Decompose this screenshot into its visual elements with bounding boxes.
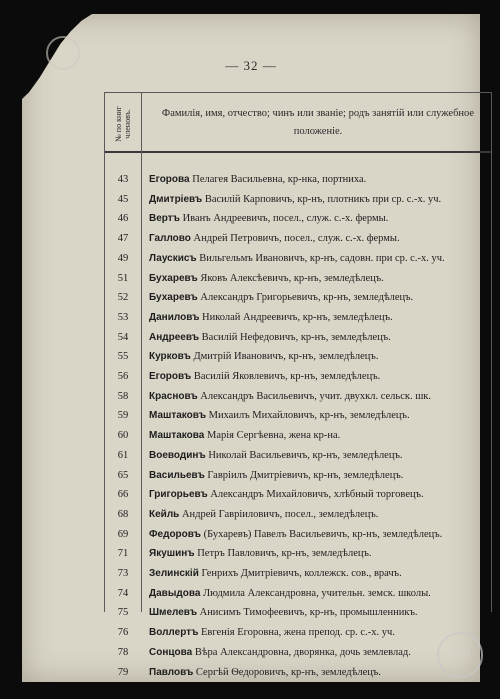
row-surname: Якушинъ bbox=[149, 548, 195, 560]
row-surname: Красновъ bbox=[149, 390, 198, 402]
row-details bbox=[149, 387, 485, 407]
row-description: Дмитрій Ивановичъ, кр-нъ, земледѣлецъ. bbox=[193, 351, 379, 363]
row-surname: Маштакова bbox=[149, 430, 205, 442]
row-description: Александръ Григорьевичъ, кр-нъ, земледѣлецъ. bbox=[200, 292, 414, 304]
row-number: 54 bbox=[117, 331, 129, 343]
row-details bbox=[149, 269, 485, 289]
row-description: Анисимъ Тимофеевичъ, кр-нъ, промышленникъ. bbox=[199, 607, 418, 619]
row-number: 74 bbox=[117, 587, 129, 599]
row-surname: Васильевъ bbox=[149, 469, 205, 481]
row-surname: Зелинскій bbox=[149, 568, 199, 579]
row-surname: Дмитріевъ bbox=[149, 193, 203, 205]
row-details bbox=[149, 663, 485, 683]
row-surname: Сонцова bbox=[149, 646, 193, 658]
table-row bbox=[105, 249, 491, 269]
row-description: Василій Нефедовичъ, кр-нъ, земледѣлецъ. bbox=[201, 331, 391, 343]
row-number: 73 bbox=[117, 568, 129, 579]
table-row bbox=[105, 209, 491, 229]
row-surname: Андреевъ bbox=[149, 331, 200, 343]
row-details bbox=[149, 466, 485, 486]
row-details bbox=[149, 623, 485, 643]
table-row bbox=[105, 544, 491, 564]
row-details bbox=[149, 505, 485, 525]
row-description: (Бухаревъ) Павелъ Васильевичъ, кр-нъ, земледѣлецъ. bbox=[203, 528, 443, 540]
row-number: 59 bbox=[117, 410, 129, 422]
table-row bbox=[105, 564, 491, 584]
row-details bbox=[149, 426, 485, 446]
row-description: Вильгельмъ Ивановичъ, кр-нъ, садовн. при ср. с.-х. уч. bbox=[199, 252, 445, 264]
row-surname: Даниловъ bbox=[149, 311, 200, 323]
row-number: 71 bbox=[117, 548, 129, 560]
table-row bbox=[105, 229, 491, 249]
table-row bbox=[105, 190, 491, 210]
row-number: 61 bbox=[117, 449, 129, 461]
row-description: Пелагея Васильевна, кр-нка, портниха. bbox=[192, 174, 367, 185]
row-description: Андрей Гавріиловичъ, посел., земледѣлецъ. bbox=[181, 508, 379, 520]
row-surname: Воллертъ bbox=[149, 627, 199, 639]
row-details bbox=[149, 209, 485, 229]
row-surname: Егоровъ bbox=[149, 371, 192, 382]
row-details bbox=[149, 544, 485, 564]
row-description: Яковъ Алексѣевичъ, кр-нъ, земледѣлецъ. bbox=[200, 272, 384, 284]
row-number: 76 bbox=[117, 627, 129, 639]
row-number: 75 bbox=[117, 607, 129, 619]
row-number: 78 bbox=[117, 646, 129, 658]
document-page bbox=[22, 14, 480, 682]
row-surname: Егорова bbox=[149, 174, 190, 185]
page-number: — 32 — bbox=[225, 58, 277, 73]
row-description: Николай Андреевичъ, кр-нъ, земледѣлецъ. bbox=[202, 311, 393, 323]
row-surname: Кейль bbox=[149, 508, 180, 520]
row-surname: Павловъ bbox=[149, 666, 194, 678]
row-number: 66 bbox=[117, 489, 129, 501]
row-surname: Маштаковъ bbox=[149, 410, 206, 422]
row-surname: Галлово bbox=[149, 233, 191, 245]
row-details bbox=[149, 603, 485, 623]
row-surname: Бухаревъ bbox=[149, 292, 198, 304]
row-details bbox=[149, 328, 485, 348]
table-row bbox=[105, 328, 491, 348]
table-row bbox=[105, 603, 491, 623]
row-details bbox=[149, 288, 485, 308]
row-surname: Лаускисъ bbox=[149, 252, 197, 264]
row-description: Василій Карповичъ, кр-нъ, плотникъ при ср. с.-х. уч. bbox=[204, 193, 442, 205]
table-row bbox=[105, 623, 491, 643]
row-details bbox=[149, 406, 485, 426]
row-number: 52 bbox=[117, 292, 129, 304]
table-row bbox=[105, 643, 491, 663]
row-description: Николай Васильевичъ, кр-нъ, земледѣлецъ. bbox=[208, 449, 403, 461]
row-surname: Шмелевъ bbox=[149, 607, 197, 619]
table-header bbox=[105, 92, 491, 153]
row-description: Людмила Александровна, учительн. земск. школы. bbox=[203, 587, 431, 599]
row-number: 49 bbox=[117, 252, 129, 264]
row-surname: Вертъ bbox=[149, 213, 180, 225]
row-number: 46 bbox=[117, 213, 129, 225]
row-number: 58 bbox=[117, 390, 129, 402]
table-row bbox=[105, 170, 491, 190]
row-description: Гавріилъ Дмитріевичъ, кр-нъ, земледѣлецъ. bbox=[207, 469, 404, 481]
row-details bbox=[149, 446, 485, 466]
row-number: 45 bbox=[117, 193, 129, 205]
table-row bbox=[105, 505, 491, 525]
row-description: Марія Сергѣевна, жена кр-на. bbox=[207, 430, 341, 442]
row-description: Александръ Васильевичъ, учит. двухкл. сельск. шк. bbox=[200, 390, 432, 402]
table-row bbox=[105, 663, 491, 683]
row-description: Александръ Михайловичъ, хлѣбный торговецъ. bbox=[210, 489, 424, 501]
row-details bbox=[149, 485, 485, 505]
row-number: 60 bbox=[117, 430, 129, 442]
row-description: Евгенія Егоровна, жена препод. ср. с.-х. уч. bbox=[201, 627, 395, 639]
table-row bbox=[105, 426, 491, 446]
table-row bbox=[105, 584, 491, 604]
table-row bbox=[105, 367, 491, 387]
row-number: 79 bbox=[117, 666, 129, 678]
row-details bbox=[149, 308, 485, 328]
table-row bbox=[105, 525, 491, 545]
row-surname: Григорьевъ bbox=[149, 489, 208, 501]
row-number: 51 bbox=[117, 272, 129, 284]
row-surname: Федоровъ bbox=[149, 528, 201, 540]
row-number: 53 bbox=[117, 311, 129, 323]
table-row bbox=[105, 406, 491, 426]
column-header-details: Фамилія, имя, отчество; чинъ или званіе; родъ занятій или служебное положеніе. bbox=[161, 108, 475, 137]
row-details bbox=[149, 249, 485, 269]
row-details bbox=[149, 229, 485, 249]
row-surname: Давыдова bbox=[149, 587, 201, 599]
table-row bbox=[105, 269, 491, 289]
row-description: Андрей Петровичъ, посел., служ. с.-х. фермы. bbox=[193, 233, 400, 245]
row-details bbox=[149, 170, 485, 190]
table-row bbox=[105, 347, 491, 367]
table-row bbox=[105, 308, 491, 328]
row-number: 65 bbox=[117, 469, 129, 481]
row-description: Петръ Павловичъ, кр-нъ, земледѣлецъ. bbox=[197, 548, 372, 560]
table-row bbox=[105, 288, 491, 308]
table-row bbox=[105, 387, 491, 407]
table-row bbox=[105, 485, 491, 505]
row-description: Иванъ Андреевичъ, посел., служ. с.-х. фермы. bbox=[182, 213, 389, 225]
row-surname: Воеводинъ bbox=[149, 449, 206, 461]
row-details bbox=[149, 367, 485, 387]
row-surname: Курковъ bbox=[149, 351, 191, 363]
table-row bbox=[105, 466, 491, 486]
row-details bbox=[149, 525, 485, 545]
row-details bbox=[149, 347, 485, 367]
row-number: 43 bbox=[117, 174, 129, 185]
row-number: 47 bbox=[117, 233, 129, 245]
row-description: Вѣра Александровна, дворянка, дочь землевлад. bbox=[194, 646, 411, 658]
row-description: Генрихъ Дмитріевичъ, коллежск. сов., врачъ. bbox=[201, 568, 402, 579]
row-details bbox=[149, 564, 485, 584]
row-details bbox=[149, 584, 485, 604]
archive-stamp: ГАСО bbox=[437, 632, 483, 678]
row-number: 56 bbox=[117, 371, 129, 382]
row-description: Михаилъ Михайловичъ, кр-нъ, земледѣлецъ. bbox=[208, 410, 410, 422]
row-details bbox=[149, 190, 485, 210]
row-number: 69 bbox=[117, 528, 129, 540]
row-number: 68 bbox=[117, 508, 129, 520]
row-description: Василій Яковлевичъ, кр-нъ, земледѣлецъ. bbox=[193, 371, 381, 382]
table-row bbox=[105, 446, 491, 466]
row-description: Сергѣй Ѳедоровичъ, кр-нъ, земледѣлецъ. bbox=[195, 666, 381, 678]
row-number: 55 bbox=[117, 351, 129, 363]
row-details bbox=[149, 643, 485, 663]
row-surname: Бухаревъ bbox=[149, 272, 198, 284]
column-header-number: № по книг членовъ. bbox=[105, 93, 142, 151]
